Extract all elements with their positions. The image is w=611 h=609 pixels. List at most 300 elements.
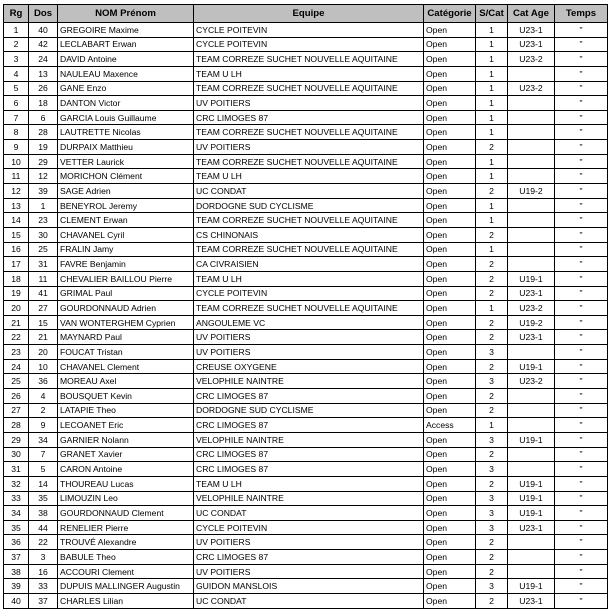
cell-subcategory: 2 xyxy=(476,286,508,301)
cell-rank: 20 xyxy=(4,301,29,316)
cell-name: DURPAIX Matthieu xyxy=(58,140,194,155)
cell-time: " xyxy=(555,81,608,96)
table-row xyxy=(4,125,608,140)
cell-name: LAUTRETTE Nicolas xyxy=(58,125,194,140)
table-row xyxy=(4,491,608,506)
cell-rank: 27 xyxy=(4,403,29,418)
cell-bib: 25 xyxy=(29,242,58,257)
cell-name: LECLABART Erwan xyxy=(58,37,194,52)
cell-bib: 6 xyxy=(29,110,58,125)
cell-category: Open xyxy=(424,110,476,125)
cell-team: VELOPHILE NAINTRE xyxy=(194,491,424,506)
cell-name: GARNIER Nolann xyxy=(58,432,194,447)
table-row xyxy=(4,476,608,491)
cell-subcategory: 3 xyxy=(476,345,508,360)
cell-subcategory: 2 xyxy=(476,476,508,491)
cell-bib: 23 xyxy=(29,213,58,228)
header-time: Temps xyxy=(555,5,608,23)
cell-name: CHARLES Lilian xyxy=(58,593,194,608)
cell-subcategory: 2 xyxy=(476,227,508,242)
table-row xyxy=(4,52,608,67)
cell-bib: 36 xyxy=(29,374,58,389)
cell-subcategory: 2 xyxy=(476,359,508,374)
cell-subcategory: 1 xyxy=(476,242,508,257)
cell-category: Open xyxy=(424,564,476,579)
cell-team: VELOPHILE NAINTRE xyxy=(194,432,424,447)
cell-bib: 15 xyxy=(29,315,58,330)
table-row xyxy=(4,23,608,38)
cell-age-category: U19-1 xyxy=(508,359,555,374)
cell-category: Open xyxy=(424,184,476,199)
table-row xyxy=(4,418,608,433)
table-row xyxy=(4,506,608,521)
cell-category: Open xyxy=(424,257,476,272)
cell-bib: 31 xyxy=(29,257,58,272)
cell-subcategory: 2 xyxy=(476,550,508,565)
cell-time: " xyxy=(555,374,608,389)
cell-rank: 9 xyxy=(4,140,29,155)
cell-rank: 10 xyxy=(4,154,29,169)
cell-rank: 33 xyxy=(4,491,29,506)
cell-name: GREGOIRE Maxime xyxy=(58,23,194,38)
cell-rank: 16 xyxy=(4,242,29,257)
cell-rank: 31 xyxy=(4,462,29,477)
cell-category: Open xyxy=(424,491,476,506)
cell-age-category xyxy=(508,125,555,140)
cell-age-category: U23-2 xyxy=(508,81,555,96)
cell-bib: 20 xyxy=(29,345,58,360)
cell-team: UC CONDAT xyxy=(194,506,424,521)
cell-bib: 9 xyxy=(29,418,58,433)
cell-team: TEAM CORREZE SUCHET NOUVELLE AQUITAINE xyxy=(194,154,424,169)
cell-name: DUPUIS MALLINGER Augustin xyxy=(58,579,194,594)
cell-team: TEAM U LH xyxy=(194,66,424,81)
cell-category: Open xyxy=(424,154,476,169)
header-rank: Rg xyxy=(4,5,29,23)
cell-category: Open xyxy=(424,330,476,345)
cell-time: " xyxy=(555,476,608,491)
cell-category: Open xyxy=(424,345,476,360)
cell-age-category xyxy=(508,257,555,272)
cell-time: " xyxy=(555,23,608,38)
cell-time: " xyxy=(555,301,608,316)
cell-rank: 24 xyxy=(4,359,29,374)
cell-name: VETTER Laurick xyxy=(58,154,194,169)
cell-category: Open xyxy=(424,198,476,213)
cell-rank: 39 xyxy=(4,579,29,594)
cell-team: CYCLE POITEVIN xyxy=(194,23,424,38)
cell-name: BENEYROL Jeremy xyxy=(58,198,194,213)
cell-subcategory: 2 xyxy=(476,140,508,155)
cell-category: Open xyxy=(424,169,476,184)
cell-category: Open xyxy=(424,271,476,286)
header-subcategory: S/Cat xyxy=(476,5,508,23)
cell-rank: 30 xyxy=(4,447,29,462)
cell-bib: 29 xyxy=(29,154,58,169)
cell-rank: 36 xyxy=(4,535,29,550)
cell-name: RENELIER Pierre xyxy=(58,520,194,535)
cell-rank: 37 xyxy=(4,550,29,565)
cell-bib: 24 xyxy=(29,52,58,67)
cell-subcategory: 1 xyxy=(476,154,508,169)
cell-time: " xyxy=(555,520,608,535)
cell-subcategory: 1 xyxy=(476,81,508,96)
cell-team: CRC LIMOGES 87 xyxy=(194,389,424,404)
cell-bib: 27 xyxy=(29,301,58,316)
cell-bib: 38 xyxy=(29,506,58,521)
cell-category: Open xyxy=(424,403,476,418)
cell-category: Open xyxy=(424,359,476,374)
cell-age-category: U23-1 xyxy=(508,23,555,38)
cell-category: Open xyxy=(424,462,476,477)
header-name: NOM Prénom xyxy=(58,5,194,23)
cell-team: DORDOGNE SUD CYCLISME xyxy=(194,198,424,213)
table-row xyxy=(4,535,608,550)
cell-name: LIMOUZIN Leo xyxy=(58,491,194,506)
cell-team: UC CONDAT xyxy=(194,593,424,608)
cell-time: " xyxy=(555,432,608,447)
cell-rank: 8 xyxy=(4,125,29,140)
cell-age-category xyxy=(508,242,555,257)
cell-bib: 26 xyxy=(29,81,58,96)
cell-age-category: U19-1 xyxy=(508,476,555,491)
cell-age-category xyxy=(508,535,555,550)
cell-age-category xyxy=(508,110,555,125)
cell-age-category: U23-2 xyxy=(508,301,555,316)
table-row xyxy=(4,286,608,301)
cell-bib: 13 xyxy=(29,66,58,81)
cell-bib: 28 xyxy=(29,125,58,140)
cell-subcategory: 2 xyxy=(476,330,508,345)
cell-bib: 7 xyxy=(29,447,58,462)
cell-time: " xyxy=(555,286,608,301)
cell-team: UV POITIERS xyxy=(194,345,424,360)
cell-time: " xyxy=(555,389,608,404)
cell-team: UV POITIERS xyxy=(194,140,424,155)
cell-category: Open xyxy=(424,52,476,67)
header-team: Equipe xyxy=(194,5,424,23)
cell-name: CLEMENT Erwan xyxy=(58,213,194,228)
cell-bib: 34 xyxy=(29,432,58,447)
cell-subcategory: 2 xyxy=(476,403,508,418)
cell-age-category: U23-1 xyxy=(508,37,555,52)
cell-rank: 32 xyxy=(4,476,29,491)
cell-category: Open xyxy=(424,37,476,52)
cell-time: " xyxy=(555,345,608,360)
cell-time: " xyxy=(555,330,608,345)
cell-category: Open xyxy=(424,593,476,608)
cell-team: UV POITIERS xyxy=(194,330,424,345)
cell-category: Open xyxy=(424,66,476,81)
cell-time: " xyxy=(555,169,608,184)
cell-category: Open xyxy=(424,213,476,228)
cell-name: CARON Antoine xyxy=(58,462,194,477)
cell-team: CRC LIMOGES 87 xyxy=(194,550,424,565)
table-row xyxy=(4,242,608,257)
cell-age-category xyxy=(508,462,555,477)
cell-name: MOREAU Axel xyxy=(58,374,194,389)
cell-time: " xyxy=(555,550,608,565)
cell-subcategory: 1 xyxy=(476,418,508,433)
cell-name: FAVRE Benjamin xyxy=(58,257,194,272)
cell-category: Open xyxy=(424,506,476,521)
table-row xyxy=(4,271,608,286)
table-row xyxy=(4,432,608,447)
table-row xyxy=(4,447,608,462)
cell-time: " xyxy=(555,52,608,67)
cell-bib: 35 xyxy=(29,491,58,506)
cell-category: Open xyxy=(424,579,476,594)
cell-time: " xyxy=(555,140,608,155)
cell-category: Open xyxy=(424,315,476,330)
table-row xyxy=(4,462,608,477)
cell-rank: 14 xyxy=(4,213,29,228)
cell-name: CHAVANEL Cyril xyxy=(58,227,194,242)
cell-rank: 35 xyxy=(4,520,29,535)
cell-subcategory: 3 xyxy=(476,520,508,535)
cell-team: TEAM CORREZE SUCHET NOUVELLE AQUITAINE xyxy=(194,242,424,257)
cell-category: Open xyxy=(424,447,476,462)
cell-age-category: U23-2 xyxy=(508,374,555,389)
cell-age-category xyxy=(508,550,555,565)
cell-time: " xyxy=(555,564,608,579)
cell-rank: 18 xyxy=(4,271,29,286)
table-row xyxy=(4,359,608,374)
table-row xyxy=(4,403,608,418)
cell-bib: 11 xyxy=(29,271,58,286)
cell-team: CRC LIMOGES 87 xyxy=(194,110,424,125)
cell-name: CHEVALIER BAILLOU Pierre xyxy=(58,271,194,286)
cell-subcategory: 3 xyxy=(476,462,508,477)
cell-age-category xyxy=(508,345,555,360)
cell-rank: 21 xyxy=(4,315,29,330)
cell-name: TROUVÉ Alexandre xyxy=(58,535,194,550)
table-row xyxy=(4,593,608,608)
cell-category: Open xyxy=(424,125,476,140)
cell-rank: 7 xyxy=(4,110,29,125)
cell-rank: 29 xyxy=(4,432,29,447)
table-row xyxy=(4,213,608,228)
cell-subcategory: 2 xyxy=(476,564,508,579)
cell-time: " xyxy=(555,125,608,140)
cell-team: TEAM CORREZE SUCHET NOUVELLE AQUITAINE xyxy=(194,81,424,96)
cell-name: THOUREAU Lucas xyxy=(58,476,194,491)
cell-rank: 3 xyxy=(4,52,29,67)
cell-bib: 44 xyxy=(29,520,58,535)
cell-rank: 38 xyxy=(4,564,29,579)
table-row xyxy=(4,389,608,404)
cell-time: " xyxy=(555,315,608,330)
cell-bib: 37 xyxy=(29,593,58,608)
cell-bib: 40 xyxy=(29,23,58,38)
cell-team: CYCLE POITEVIN xyxy=(194,520,424,535)
cell-age-category: U19-1 xyxy=(508,271,555,286)
cell-name: FOUCAT Tristan xyxy=(58,345,194,360)
cell-name: GRIMAL Paul xyxy=(58,286,194,301)
cell-category: Open xyxy=(424,81,476,96)
cell-team: CRC LIMOGES 87 xyxy=(194,447,424,462)
cell-age-category xyxy=(508,198,555,213)
cell-time: " xyxy=(555,593,608,608)
cell-subcategory: 1 xyxy=(476,125,508,140)
cell-subcategory: 2 xyxy=(476,184,508,199)
cell-name: GARCIA Louis Guillaume xyxy=(58,110,194,125)
cell-subcategory: 2 xyxy=(476,315,508,330)
cell-name: BABULE Theo xyxy=(58,550,194,565)
cell-name: SAGE Adrien xyxy=(58,184,194,199)
cell-age-category xyxy=(508,418,555,433)
cell-rank: 17 xyxy=(4,257,29,272)
cell-category: Open xyxy=(424,476,476,491)
cell-team: DORDOGNE SUD CYCLISME xyxy=(194,403,424,418)
cell-name: DANTON Victor xyxy=(58,96,194,111)
cell-bib: 39 xyxy=(29,184,58,199)
cell-team: TEAM U LH xyxy=(194,169,424,184)
cell-subcategory: 1 xyxy=(476,301,508,316)
table-row xyxy=(4,579,608,594)
cell-age-category: U19-1 xyxy=(508,432,555,447)
cell-bib: 16 xyxy=(29,564,58,579)
cell-time: " xyxy=(555,227,608,242)
cell-bib: 22 xyxy=(29,535,58,550)
cell-age-category xyxy=(508,213,555,228)
cell-bib: 41 xyxy=(29,286,58,301)
cell-time: " xyxy=(555,491,608,506)
cell-rank: 4 xyxy=(4,66,29,81)
header-bib: Dos xyxy=(29,5,58,23)
cell-subcategory: 1 xyxy=(476,110,508,125)
table-row xyxy=(4,257,608,272)
cell-subcategory: 1 xyxy=(476,52,508,67)
table-row xyxy=(4,330,608,345)
cell-subcategory: 2 xyxy=(476,447,508,462)
cell-subcategory: 3 xyxy=(476,432,508,447)
cell-age-category: U19-1 xyxy=(508,506,555,521)
cell-age-category: U23-1 xyxy=(508,286,555,301)
cell-category: Open xyxy=(424,23,476,38)
cell-subcategory: 3 xyxy=(476,579,508,594)
header-age-category: Cat Age xyxy=(508,5,555,23)
cell-subcategory: 1 xyxy=(476,96,508,111)
cell-time: " xyxy=(555,184,608,199)
cell-rank: 15 xyxy=(4,227,29,242)
cell-team: CA CIVRAISIEN xyxy=(194,257,424,272)
cell-rank: 40 xyxy=(4,593,29,608)
cell-team: CYCLE POITEVIN xyxy=(194,37,424,52)
cell-subcategory: 3 xyxy=(476,506,508,521)
cell-team: TEAM CORREZE SUCHET NOUVELLE AQUITAINE xyxy=(194,213,424,228)
cell-time: " xyxy=(555,96,608,111)
cell-team: TEAM CORREZE SUCHET NOUVELLE AQUITAINE xyxy=(194,52,424,67)
cell-time: " xyxy=(555,462,608,477)
cell-team: TEAM U LH xyxy=(194,271,424,286)
cell-time: " xyxy=(555,198,608,213)
cell-time: " xyxy=(555,418,608,433)
cell-name: FRALIN Jamy xyxy=(58,242,194,257)
cell-time: " xyxy=(555,37,608,52)
cell-bib: 21 xyxy=(29,330,58,345)
cell-time: " xyxy=(555,579,608,594)
cell-rank: 26 xyxy=(4,389,29,404)
cell-age-category xyxy=(508,169,555,184)
cell-bib: 5 xyxy=(29,462,58,477)
cell-name: LATAPIE Theo xyxy=(58,403,194,418)
cell-category: Open xyxy=(424,286,476,301)
cell-bib: 1 xyxy=(29,198,58,213)
cell-team: ANGOULEME VC xyxy=(194,315,424,330)
cell-bib: 19 xyxy=(29,140,58,155)
cell-team: TEAM U LH xyxy=(194,476,424,491)
cell-subcategory: 3 xyxy=(476,491,508,506)
table-row xyxy=(4,140,608,155)
cell-time: " xyxy=(555,154,608,169)
cell-team: TEAM CORREZE SUCHET NOUVELLE AQUITAINE xyxy=(194,125,424,140)
cell-team: UV POITIERS xyxy=(194,564,424,579)
table-row xyxy=(4,110,608,125)
cell-bib: 14 xyxy=(29,476,58,491)
cell-category: Access xyxy=(424,418,476,433)
table-row xyxy=(4,96,608,111)
cell-category: Open xyxy=(424,301,476,316)
cell-age-category xyxy=(508,140,555,155)
cell-name: CHAVANEL Clement xyxy=(58,359,194,374)
cell-rank: 11 xyxy=(4,169,29,184)
cell-name: ACCOURI Clement xyxy=(58,564,194,579)
table-row xyxy=(4,198,608,213)
header-category: Catégorie xyxy=(424,5,476,23)
cell-age-category xyxy=(508,389,555,404)
cell-category: Open xyxy=(424,227,476,242)
cell-bib: 12 xyxy=(29,169,58,184)
table-row xyxy=(4,227,608,242)
cell-rank: 2 xyxy=(4,37,29,52)
cell-bib: 3 xyxy=(29,550,58,565)
table-row xyxy=(4,37,608,52)
cell-team: UV POITIERS xyxy=(194,96,424,111)
results-table xyxy=(3,4,608,609)
cell-rank: 12 xyxy=(4,184,29,199)
cell-subcategory: 2 xyxy=(476,389,508,404)
cell-category: Open xyxy=(424,535,476,550)
cell-subcategory: 1 xyxy=(476,198,508,213)
cell-name: MAYNARD Paul xyxy=(58,330,194,345)
cell-name: NAULEAU Maxence xyxy=(58,66,194,81)
cell-bib: 2 xyxy=(29,403,58,418)
cell-rank: 28 xyxy=(4,418,29,433)
cell-category: Open xyxy=(424,550,476,565)
cell-age-category: U23-1 xyxy=(508,330,555,345)
table-row xyxy=(4,301,608,316)
cell-category: Open xyxy=(424,389,476,404)
cell-category: Open xyxy=(424,242,476,257)
cell-time: " xyxy=(555,213,608,228)
cell-subcategory: 2 xyxy=(476,257,508,272)
cell-rank: 25 xyxy=(4,374,29,389)
cell-name: DAVID Antoine xyxy=(58,52,194,67)
cell-age-category xyxy=(508,96,555,111)
cell-rank: 13 xyxy=(4,198,29,213)
table-row xyxy=(4,520,608,535)
cell-time: " xyxy=(555,403,608,418)
cell-bib: 42 xyxy=(29,37,58,52)
cell-name: MORICHON Clément xyxy=(58,169,194,184)
cell-age-category: U19-1 xyxy=(508,579,555,594)
cell-category: Open xyxy=(424,520,476,535)
cell-rank: 6 xyxy=(4,96,29,111)
cell-bib: 30 xyxy=(29,227,58,242)
cell-age-category xyxy=(508,227,555,242)
cell-team: CRC LIMOGES 87 xyxy=(194,462,424,477)
